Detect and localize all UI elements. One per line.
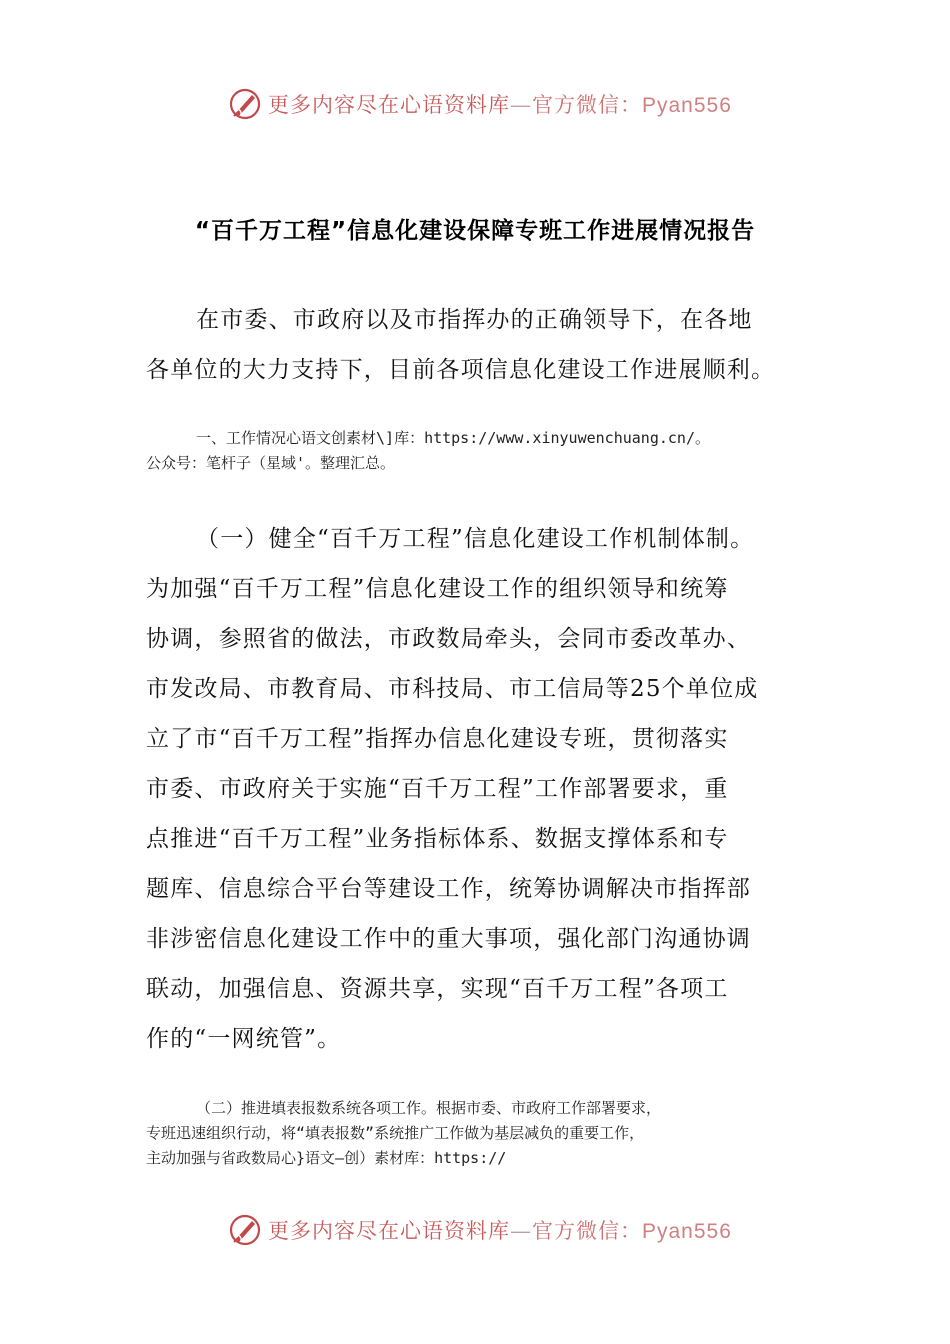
- body-line: 作的“一网统管”。: [146, 1026, 342, 1052]
- section-one-note: [146, 426, 806, 476]
- section-one-body: [146, 514, 806, 1064]
- quill-logo-icon: [228, 87, 262, 121]
- body-line: 为加强“百千万工程”信息化建设工作的组织领导和统筹: [146, 576, 729, 602]
- note-line: 一、工作情况心语文创素材\]库：https://www.xinyuwenchuang.cn/。: [196, 429, 710, 447]
- intro-line: 各单位的大力支持下，目前各项信息化建设工作进展顺利。: [146, 357, 776, 383]
- body-line: （一）健全“百千万工程”信息化建设工作机制体制。: [196, 526, 755, 552]
- note-line: 公众号：笔杆子（星域'。整理汇总。: [146, 454, 396, 472]
- body-line: 立了市“百千万工程”指挥办信息化建设专班，贯彻落实: [146, 726, 729, 752]
- body-line: 题库、信息综合平台等建设工作，统筹协调解决市指挥部: [146, 876, 751, 902]
- body-line: 非涉密信息化建设工作中的重大事项，强化部门沟通协调: [146, 926, 751, 952]
- document-title: “百千万工程”信息化建设保障专班工作进展情况报告: [194, 218, 756, 244]
- watermark-dash: —: [510, 1219, 532, 1243]
- section-two-line: （二）推进填表报数系统各项工作。根据市委、市政府工作部署要求，: [196, 1099, 662, 1117]
- body-line: 市委、市政府关于实施“百千万工程”工作部署要求，重: [146, 776, 729, 802]
- section-two-line: 主动加强与省政数局心}语文—创）素材库：https://: [146, 1149, 507, 1167]
- watermark-banner-top: [228, 84, 732, 124]
- section-two: [146, 1096, 806, 1171]
- quill-logo-icon: [228, 1213, 262, 1247]
- intro-line: 在市委、市政府以及市指挥办的正确领导下，在各地: [196, 307, 753, 333]
- intro-paragraph: [146, 295, 806, 395]
- body-line: 市发改局、市教育局、市科技局、市工信局等25个单位成: [146, 676, 759, 702]
- watermark-wechat-label: 官方微信：: [532, 93, 642, 117]
- watermark-site-text: 更多内容尽在心语资料库: [268, 1219, 510, 1243]
- watermark-wechat-handle: Pyan556: [642, 94, 732, 117]
- section-two-line: 专班迅速组织行动，将“填表报数”系统推广工作做为基层减负的重要工作，: [146, 1124, 645, 1142]
- body-line: 协调，参照省的做法，市政数局牵头，会同市委改革办、: [146, 626, 751, 652]
- watermark-dash: —: [510, 93, 532, 117]
- watermark-site-text: 更多内容尽在心语资料库: [268, 93, 510, 117]
- watermark-wechat-label: 官方微信：: [532, 1219, 642, 1243]
- watermark-text: [268, 89, 732, 119]
- body-line: 联动，加强信息、资源共享，实现“百千万工程”各项工: [146, 976, 729, 1002]
- watermark-wechat-handle: Pyan556: [642, 1220, 732, 1243]
- watermark-text: [268, 1215, 732, 1245]
- body-line: 点推进“百千万工程”业务指标体系、数据支撑体系和专: [146, 826, 729, 852]
- watermark-banner-bottom: [228, 1210, 732, 1250]
